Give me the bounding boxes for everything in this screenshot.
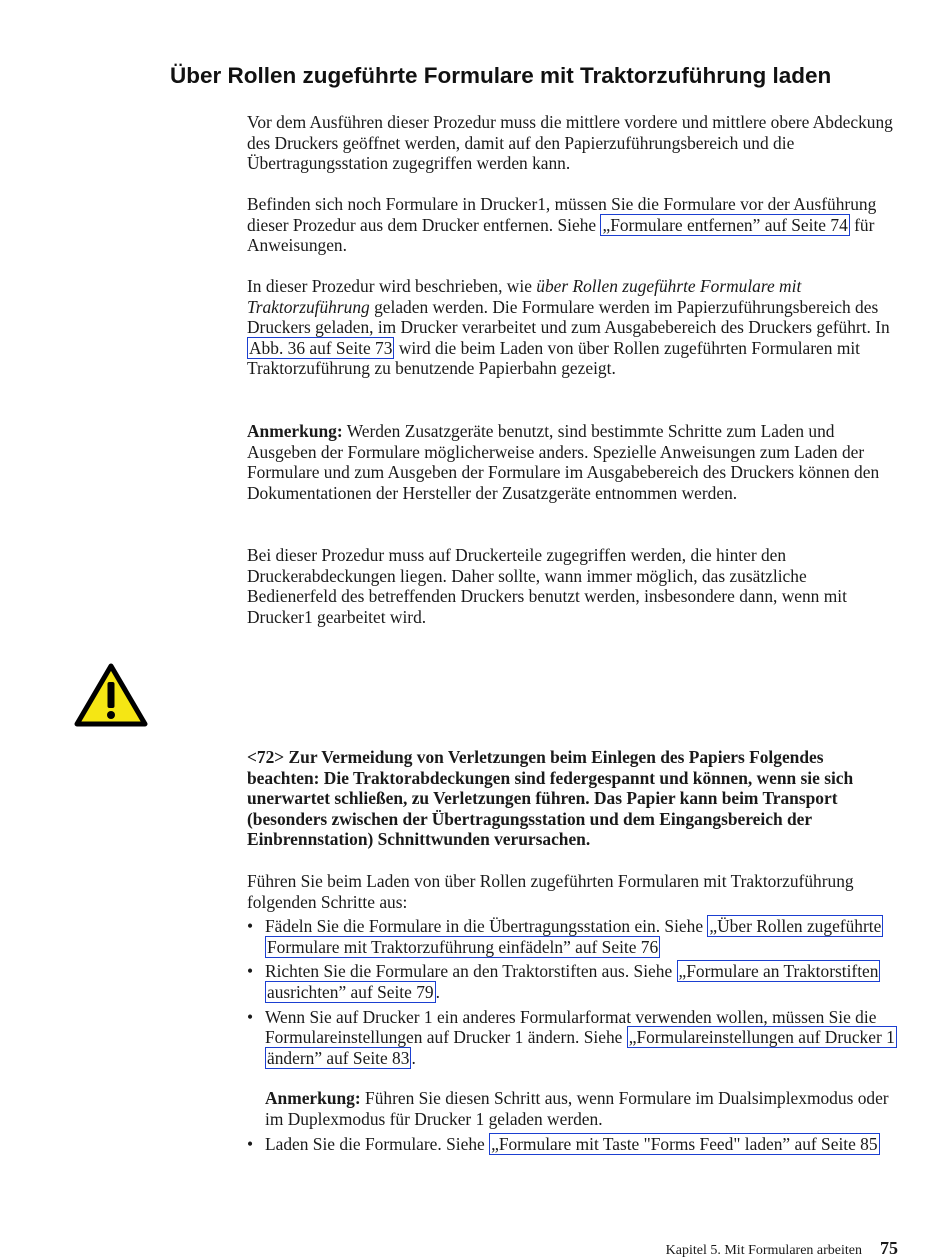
list-item bbox=[247, 961, 897, 1002]
paragraph-text: Bei dieser Prozedur muss auf Druckerteile zugegriffen werden, die hinter den Druckerabdeckungen liegen. Daher sollte, wann immer möglich, das zusätzliche Bedienerfeld des betreffenden Druckers benutzt werden, insbesondere dann, wenn mit Drucker1 gearbeitet wird. bbox=[247, 545, 847, 627]
step-text: . bbox=[411, 1047, 416, 1068]
paragraph-text: Vor dem Ausführen dieser Prozedur muss die mittlere vordere und mittlere obere Abdeckung des Druckers geöffnet werden, damit auf den Papierzuführungsbereich und die Übertragungsstation zugegriffen werden kann. bbox=[247, 112, 893, 174]
link-einfaedeln[interactable]: „Über Rollen zugeführte Formulare mit Traktorzuführung einfädeln” auf Seite 76 bbox=[267, 916, 882, 957]
note-paragraph bbox=[247, 421, 897, 503]
bullet: • bbox=[247, 1006, 254, 1027]
paragraph-text: geladen werden. Die Formulare werden im Papierzuführungsbereich des Druckers geladen, im Drucker verarbeitet und zum Ausgabebereich des Druckers geführt. In bbox=[247, 296, 890, 338]
remove-forms-paragraph bbox=[247, 194, 897, 256]
paragraph-text: wird die beim Laden von über Rollen zugeführten Formularen mit Traktorzuführung zu benutzende Papierbahn gezeigt. bbox=[247, 337, 861, 379]
paragraph-text: für Anweisungen. bbox=[247, 214, 875, 256]
note-label: Anmerkung: bbox=[265, 1088, 361, 1109]
link-abb-36[interactable]: Abb. 36 auf Seite 73 bbox=[249, 337, 393, 358]
note-text: Werden Zusatzgeräte benutzt, sind bestimmte Schritte zum Laden und Ausgeben der Formulare möglicherweise anders. Spezielle Anweisungen zum Laden der Formulare und zum Ausgeben der Formulare im Ausgabebereich des Druckers können den Dokumentationen der Hersteller der Zusatzgeräte entnommen werden. bbox=[247, 421, 880, 503]
caution-notice bbox=[247, 747, 897, 850]
bullet: • bbox=[247, 916, 254, 937]
step-note bbox=[265, 1088, 897, 1129]
note-label: Anmerkung: bbox=[247, 421, 343, 441]
note-text: Führen Sie diesen Schritt aus, wenn Formulare im Dualsimplexmodus oder im Duplexmodus für Drucker 1 geladen werden. bbox=[265, 1088, 889, 1129]
step-text: . bbox=[435, 981, 440, 1002]
steps-section bbox=[247, 871, 897, 1154]
steps-intro: Führen Sie beim Laden von über Rollen zugeführten Formularen mit Traktorzuführung folgenden Schritte aus: bbox=[247, 871, 854, 912]
procedure-paragraph bbox=[247, 276, 897, 379]
section-heading: Über Rollen zugeführte Formulare mit Traktorzuführung laden bbox=[170, 63, 832, 88]
warning-triangle-icon bbox=[74, 662, 148, 728]
link-einstellungen-aendern[interactable]: „Formulareinstellungen auf Drucker 1 ändern” auf Seite 83 bbox=[267, 1027, 895, 1068]
bullet: • bbox=[247, 1133, 254, 1154]
page-footer bbox=[666, 1238, 898, 1259]
page-number: 75 bbox=[880, 1238, 898, 1258]
paragraph-text: In dieser Prozedur wird beschrieben, wie bbox=[247, 276, 537, 296]
step-text: Richten Sie die Formulare an den Traktorstiften aus. Siehe bbox=[265, 961, 677, 982]
link-forms-feed[interactable]: „Formulare mit Taste "Forms Feed" laden” auf Seite 85 bbox=[491, 1133, 878, 1154]
list-item bbox=[247, 1007, 897, 1130]
paragraph-text: Befinden sich noch Formulare in Drucker1, müssen Sie die Formulare vor der Ausführung dieser Prozedur aus dem Drucker entfernen. Siehe bbox=[247, 194, 877, 235]
link-formulare-entfernen[interactable]: „Formulare entfernen” auf Seite 74 bbox=[602, 214, 848, 235]
emphasis-text: über Rollen zugeführte Formulare mit Traktorzuführung bbox=[247, 276, 802, 317]
steps-list bbox=[247, 916, 897, 1154]
caution-text: <72> Zur Vermeidung von Verletzungen beim Einlegen des Papiers Folgendes beachten: Die Traktorabdeckungen sind federgespannt und können, wenn sie sich unerwartet schließen, zu Verletzungen führen. Das Papier kann beim Transport (besonders zwischen der Übertragungsstation und dem Eingangsbereich der Einbrennstation) Schnittwunden verursachen. bbox=[247, 747, 854, 850]
intro-paragraph bbox=[247, 112, 897, 174]
list-item bbox=[247, 1134, 897, 1155]
list-item bbox=[247, 916, 897, 957]
step-text: Wenn Sie auf Drucker 1 ein anderes Formularformat verwenden wollen, müssen Sie die Formulareinstellungen auf Drucker 1 ändern. Siehe bbox=[265, 1006, 877, 1048]
bullet: • bbox=[247, 961, 254, 982]
step-text: Laden Sie die Formulare. Siehe bbox=[265, 1133, 490, 1154]
access-paragraph bbox=[247, 545, 897, 627]
step-text: Fädeln Sie die Formulare in die Übertragungsstation ein. Siehe bbox=[265, 916, 708, 937]
link-ausrichten[interactable]: „Formulare an Traktorstiften ausrichten” auf Seite 79 bbox=[267, 961, 879, 1002]
chapter-title: Kapitel 5. Mit Formularen arbeiten bbox=[665, 1243, 862, 1258]
